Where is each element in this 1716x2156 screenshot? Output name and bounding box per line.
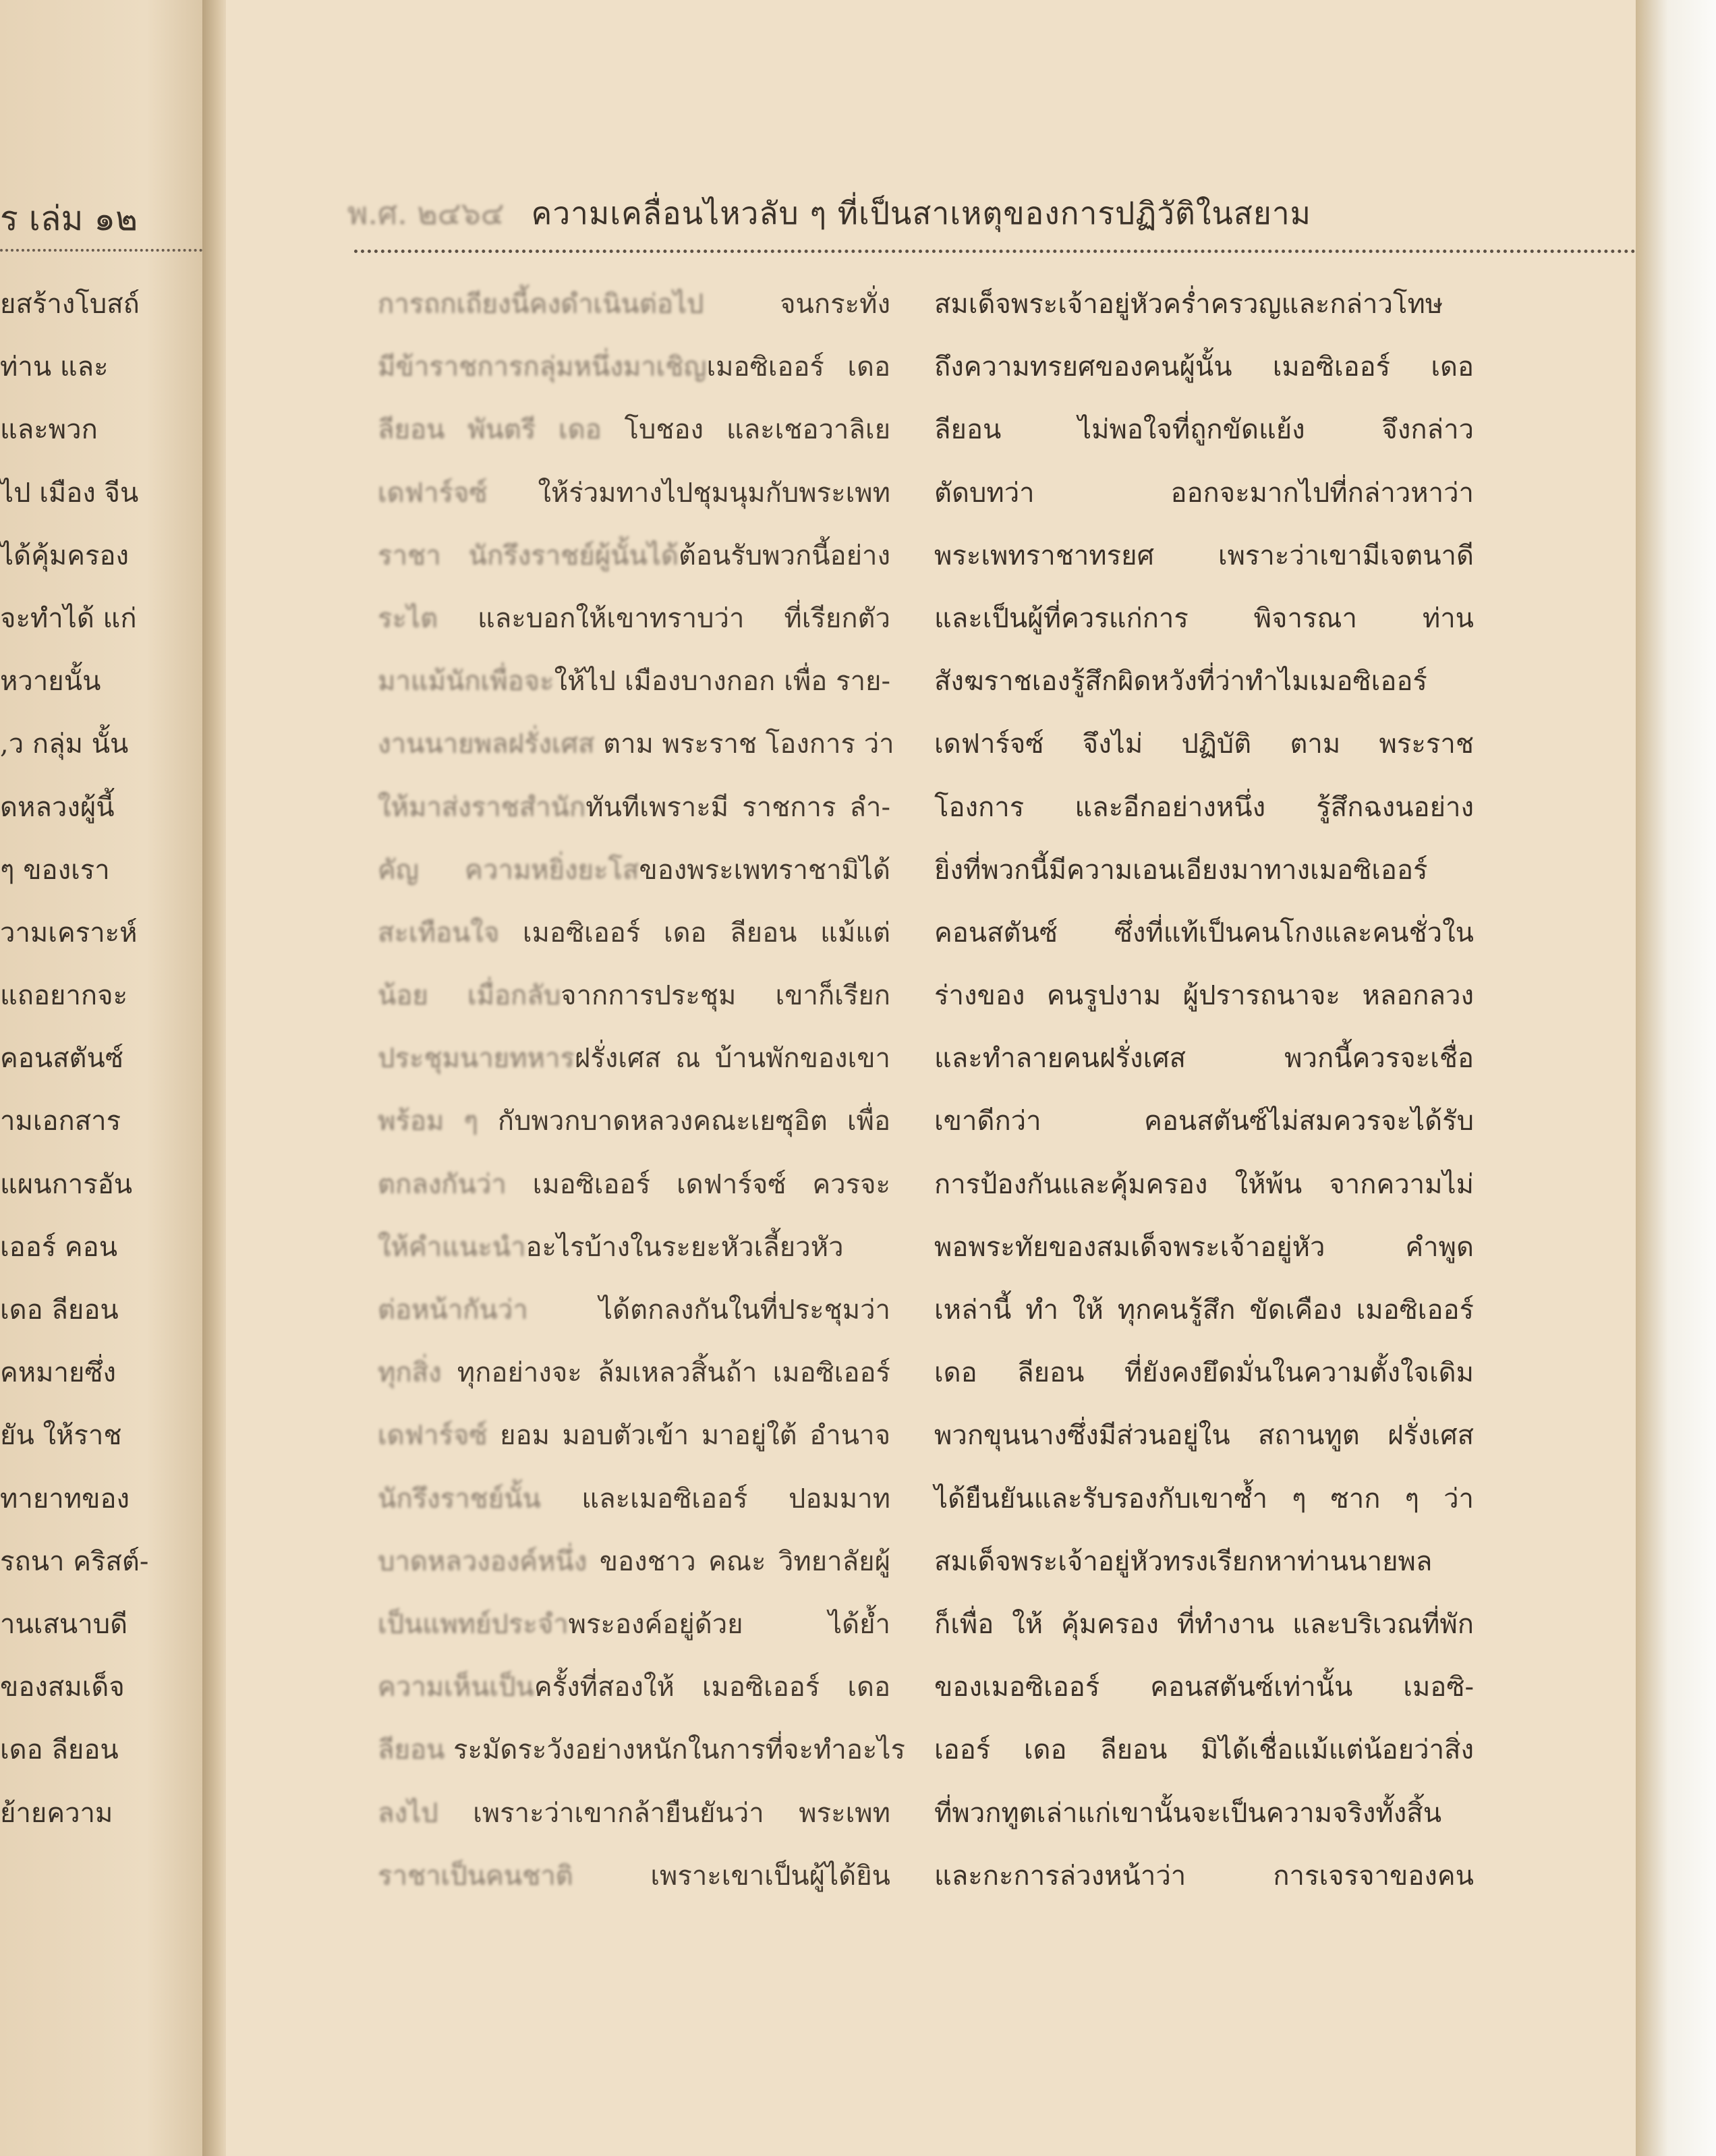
- left-page-line: ท่าน และ: [0, 351, 109, 383]
- text-line: ถึงความทรยศของคนผู้นั้น เมอซิเออร์ เดอ: [934, 351, 1474, 383]
- left-page-line: ดหลวงผู้นี้: [0, 791, 115, 823]
- left-page-text: [0, 273, 202, 1845]
- left-page-line: หวายนั้น: [0, 666, 101, 698]
- faded-text: ตกลงกันว่า: [378, 1168, 507, 1200]
- faded-text: นักรึงราชย์นั้น: [378, 1483, 541, 1514]
- left-page-line: แผนการอัน: [0, 1168, 133, 1200]
- text-line: ก็เพื่อ ให้ คุ้มครอง ที่ทำงาน และบริเวณที่พัก: [934, 1608, 1474, 1640]
- line-text: โบชอง และเชอวาลิเย: [601, 414, 891, 446]
- text-line: [378, 650, 890, 713]
- text-line: และกะการล่วงหน้าว่า การเจรจาของคน: [934, 1860, 1474, 1892]
- left-page-line: เดอ ลียอน: [0, 1734, 119, 1766]
- faded-text: คัญ ความหยิ่งยะโส: [378, 854, 639, 886]
- line-text: ยอม มอบตัวเข้า มาอยู่ใต้ อำนาจ: [487, 1420, 890, 1452]
- text-line: [378, 588, 890, 650]
- text-line: [378, 525, 890, 588]
- line-text: ต้อนรับพวกนี้อย่าง: [678, 540, 890, 571]
- text-line: [378, 1531, 890, 1593]
- text-line: สังฆราชเองรู้สึกผิดหวังที่ว่าทำไมเมอซิเออร์: [934, 666, 1427, 698]
- text-line: [378, 1593, 890, 1656]
- left-page-line: ไป เมือง จีน: [0, 477, 139, 509]
- faded-text: ให้คำแนะนำ: [378, 1231, 526, 1263]
- faded-text: ประชุมนายทหาร: [378, 1043, 575, 1075]
- text-line: [378, 1782, 890, 1845]
- faded-text: การถกเถียงนี้คงดำเนินต่อไป: [378, 289, 704, 320]
- text-line: เดอ ลียอน ที่ยังคงยึดมั่นในความตั้งใจเดิม: [934, 1357, 1474, 1389]
- text-line: [378, 1845, 890, 1908]
- header-rule: [354, 237, 1676, 253]
- left-page-line: ย้ายความ: [0, 1797, 113, 1829]
- line-text: อะไรบ้างในระยะหัวเลี้ยวหัว: [525, 1231, 844, 1263]
- line-text: จากการประชุม เขาก็เรียก: [561, 980, 890, 1012]
- faded-text: มาแม้นักเพื่อจะ: [378, 666, 554, 698]
- faded-text: ลงไป: [378, 1797, 438, 1829]
- faded-text: เดฟาร์จซ์: [378, 477, 488, 509]
- faded-text: งานนายพลฝรั่งเศส: [378, 729, 595, 760]
- line-text: เมอซิเออร์ เดอ: [706, 351, 890, 383]
- text-line: ร่างของ คนรูปงาม ผู้ปรารถนาจะ หลอกลวง: [934, 980, 1474, 1012]
- left-page-line: ๆ ของเรา: [0, 854, 110, 886]
- text-line: เหล่านี้ ทำ ให้ ทุกคนรู้สึก ขัดเคือง เมอซิเออร์: [934, 1295, 1474, 1326]
- line-text: จนกระทั่ง: [704, 289, 890, 320]
- line-text: ทันทีเพราะมี ราชการ ลำ-: [585, 791, 890, 823]
- left-header-rule: [0, 239, 202, 252]
- left-page-line: านเสนาบดี: [0, 1608, 128, 1640]
- text-line: ได้ยืนยันและรับรองกับเขาซ้ำ ๆ ซาก ๆ ว่า: [934, 1483, 1474, 1514]
- book-gutter: [202, 0, 229, 2156]
- line-text: เมอซิเออร์ เดอ ลียอน แม้แต่: [499, 917, 890, 948]
- line-text: เพราะว่าเขากล้ายืนยันว่า พระเพท: [438, 1797, 890, 1829]
- text-line: คอนสตันซ์ ซึ่งที่แท้เป็นคนโกงและคนชั่วใน: [934, 917, 1474, 948]
- page-edge: [1636, 0, 1716, 2156]
- text-line: [378, 1027, 890, 1090]
- text-line: และทำลายคนฝรั่งเศส พวกนี้ควรจะเชื่อ: [934, 1043, 1474, 1075]
- text-line: [378, 336, 890, 399]
- faded-text: ความเห็นเป็น: [378, 1672, 534, 1703]
- line-text: และบอกให้เขาทราบว่า ที่เรียกตัว: [438, 602, 890, 634]
- left-page-line: ยัน ให้ราช: [0, 1420, 122, 1452]
- text-line: [378, 462, 890, 525]
- text-line: สมเด็จพระเจ้าอยู่หัวคร่ำครวญและกล่าวโทษ: [934, 289, 1443, 320]
- faded-text: พร้อม ๆ: [378, 1106, 478, 1137]
- left-page-line: และพวก: [0, 414, 98, 446]
- header-year: พ.ศ. ๒๔๖๔: [347, 195, 505, 231]
- text-line: เดฟาร์จซ์ จึงไม่ ปฏิบัติ ตาม พระราช: [934, 729, 1474, 760]
- text-line: [378, 1342, 890, 1405]
- line-text: ได้ตกลงกันในที่ประชุมว่า: [527, 1295, 890, 1326]
- text-column-left: [378, 273, 905, 1908]
- faded-text: ราชาเป็นคนชาติ: [378, 1860, 573, 1892]
- line-text: ฝรั่งเศส ณ บ้านพักของเขา: [574, 1043, 890, 1075]
- text-line: [378, 776, 890, 839]
- line-text: เพราะเขาเป็นผู้ได้ยิน: [573, 1860, 890, 1892]
- left-page-line: ามเอกสาร: [0, 1106, 121, 1137]
- left-page-line: เออร์ คอน: [0, 1231, 118, 1263]
- text-line: [378, 1719, 905, 1782]
- faded-text: ลียอน พันตรี เดอ: [378, 414, 602, 446]
- text-line: เขาดีกว่า คอนสตันซ์ไม่สมควรจะได้รับ: [934, 1106, 1474, 1137]
- text-line: [378, 1216, 890, 1279]
- text-line: พวกขุนนางซึ่งมีส่วนอยู่ใน สถานทูต ฝรั่งเศส: [934, 1420, 1474, 1452]
- running-header: [347, 189, 1683, 238]
- faded-text: ระไต: [378, 602, 438, 634]
- faded-text: น้อย เมื่อกลับ: [378, 980, 561, 1012]
- text-line: [378, 902, 890, 965]
- text-line: การป้องกันและคุ้มครอง ให้พ้น จากความไม่: [934, 1168, 1474, 1200]
- text-line: สมเด็จพระเจ้าอยู่หัวทรงเรียกหาท่านนายพล: [934, 1545, 1433, 1577]
- left-page-line: คหมายซึ่ง: [0, 1357, 117, 1389]
- left-page-line: วามเคราะห์: [0, 917, 138, 948]
- text-line: [378, 1090, 890, 1153]
- faded-text: ให้มาส่งราชสำนัก: [378, 791, 586, 823]
- left-page-line: ได้คุ้มครอง: [0, 540, 130, 571]
- text-line: [378, 1154, 890, 1216]
- line-text: และเมอซิเออร์ ปอมมาท: [540, 1483, 890, 1514]
- faded-text: ทุกสิ่ง: [378, 1357, 442, 1389]
- text-line: [378, 1279, 890, 1342]
- left-page: [0, 0, 209, 2156]
- line-text: ระมัดระวังอย่างหนักในการที่จะทำอะไร: [445, 1734, 905, 1766]
- left-page-line: ,ว กลุ่ม นั้น: [0, 729, 129, 760]
- text-line: พอพระทัยของสมเด็จพระเจ้าอยู่หัว คำพูด: [934, 1231, 1474, 1263]
- left-page-line: จะทำได้ แก่: [0, 602, 137, 634]
- text-line: [378, 839, 890, 902]
- line-text: เมอซิเออร์ เดฟาร์จซ์ ควรจะ: [506, 1168, 890, 1200]
- line-text: ของพระเพทราชามิได้: [639, 854, 890, 886]
- line-text: ครั้งที่สองให้ เมอซิเออร์ เดอ: [534, 1672, 890, 1703]
- line-text: กับพวกบาดหลวงคณะเยซุอิต เพื่อ: [478, 1106, 890, 1137]
- line-text: ของชาว คณะ วิทยาลัยผู้: [587, 1545, 890, 1577]
- text-line: ของเมอซิเออร์ คอนสตันซ์เท่านั้น เมอซิ-: [934, 1672, 1474, 1703]
- text-line: ตัดบทว่า ออกจะมากไปที่กล่าวหาว่า: [934, 477, 1474, 509]
- line-text: ตาม พระราช โองการ ว่า: [594, 729, 894, 760]
- text-line: [378, 1656, 890, 1719]
- faded-text: ราชา นักรึงราชย์ผู้นั้นได้: [378, 540, 679, 571]
- faded-text: ต่อหน้ากันว่า: [378, 1295, 528, 1326]
- text-line: ลียอน ไม่พอใจที่ถูกขัดแย้ง จึงกล่าว: [934, 414, 1474, 446]
- left-page-header: ร เล่ม ๑๒: [0, 199, 138, 238]
- line-text: ให้ร่วมทางไปชุมนุมกับพระเพท: [487, 477, 890, 509]
- line-text: ให้ไป เมืองบางกอก เพื่อ ราย-: [554, 666, 890, 698]
- text-line: [378, 713, 894, 776]
- text-line: ยิ่งที่พวกนี้มีความเอนเอียงมาทางเมอซิเออร์: [934, 854, 1428, 886]
- text-line: [378, 965, 890, 1027]
- text-line: [378, 1468, 890, 1531]
- text-line: ที่พวกทูตเล่าแก่เขานั้นจะเป็นความจริงทั้งสิ้น: [934, 1797, 1442, 1829]
- left-page-line: ของสมเด็จ: [0, 1672, 125, 1703]
- left-page-line: ทายาทของ: [0, 1483, 130, 1514]
- left-page-line: แถอยากจะ: [0, 980, 128, 1012]
- faded-text: บาดหลวงองค์หนึ่ง: [378, 1545, 588, 1577]
- text-column-right: [934, 273, 1474, 1908]
- faded-text: ลียอน: [378, 1734, 445, 1766]
- faded-text: มีข้าราชการกลุ่มหนึ่งมาเชิญ: [378, 351, 707, 383]
- faded-text: เดฟาร์จซ์: [378, 1420, 488, 1452]
- faded-text: เป็นแพทย์ประจำ: [378, 1608, 569, 1640]
- left-page-line: รถนา คริสต์-: [0, 1545, 149, 1577]
- text-line: เออร์ เดอ ลียอน มิได้เชื่อแม้แต่น้อยว่าสิ่ง: [934, 1734, 1474, 1766]
- right-page: [226, 0, 1636, 2156]
- line-text: พระองค์อยู่ด้วย ได้ย้ำ: [568, 1608, 890, 1640]
- left-page-line: ยสร้างโบสถ์: [0, 289, 140, 320]
- header-title: ความเคลื่อนไหวลับ ๆ ที่เป็นสาเหตุของการปฏิวัติในสยาม: [531, 195, 1311, 231]
- text-line: พระเพทราชาทรยศ เพราะว่าเขามีเจตนาดี: [934, 540, 1474, 571]
- faded-text: สะเทือนใจ: [378, 917, 500, 948]
- text-line: [378, 273, 890, 336]
- text-line: [378, 399, 890, 461]
- text-line: โองการ และอีกอย่างหนึ่ง รู้สึกฉงนอย่าง: [934, 791, 1474, 823]
- text-line: และเป็นผู้ที่ควรแก่การ พิจารณา ท่าน: [934, 602, 1474, 634]
- line-text: ทุกอย่างจะ ล้มเหลวสิ้นถ้า เมอซิเออร์: [441, 1357, 890, 1389]
- left-page-line: เดอ ลียอน: [0, 1295, 119, 1326]
- left-page-line: คอนสตันซ์: [0, 1043, 124, 1075]
- text-line: [378, 1405, 890, 1467]
